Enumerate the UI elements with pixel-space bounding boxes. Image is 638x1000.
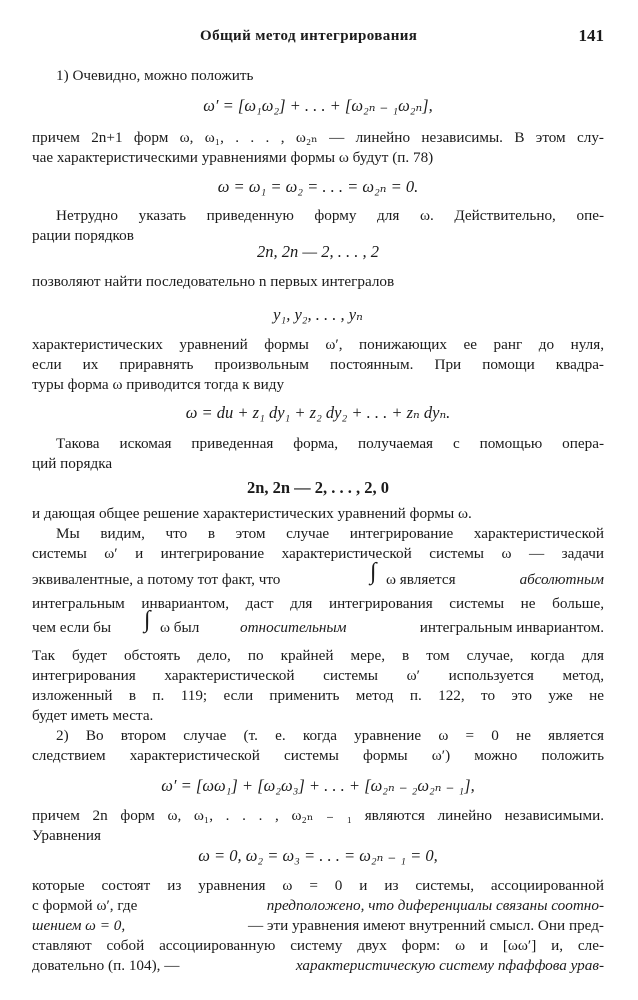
text-line-38-start: довательно (п. 104), — — [32, 957, 180, 974]
text-line-23 — [32, 607, 604, 640]
text-line-23-end: интегральным инвариантом. — [419, 619, 604, 636]
text-line-4: чае характеристическими уравнениями формы ω будут (п. 78) — [32, 149, 434, 166]
text-line-20: системы ω′ и интегрирование характеристической системы ω — задачи — [32, 545, 604, 562]
formula-orders-2: 2n, 2n — 2, . . . , 2, 0 — [246, 478, 390, 497]
formula-omega-prime-2: ω′ = [ωω₁] + [ω₂ω₃] + . . . + [ω₂ₙ ₋ ₂ω₂ₙ ₋ ₁], — [161, 776, 475, 795]
integral-sign-1: ∫ — [370, 559, 377, 585]
text-line-3: причем 2n+1 форм ω, ω₁, . . . , ω₂ₙ — линейно независимы. В этом слу- — [32, 129, 604, 146]
text-line-18: и дающая общее решение характеристических уравнений формы ω. — [32, 505, 472, 522]
text-line-21-start: эквивалентные, а потому тот факт, что — [32, 571, 281, 588]
text-line-31: причем 2n форм ω, ω₁, . . . , ω₂ₙ ₋ ₁ являются линейно независимыми. — [32, 807, 604, 824]
text-line-24: Так будет обстоять дело, по крайней мере, в том случае, когда для — [32, 647, 604, 664]
text-line-16: ций порядка — [32, 455, 113, 472]
text-line-6: Нетрудно указать приведенную форму для ω. Действительно, опе- — [56, 207, 604, 224]
formula-orders-1: 2n, 2n — 2, . . . , 2 — [257, 242, 379, 261]
text-line-22: интегральным инвариантом, даст для интегрирования системы не больше, — [32, 595, 604, 612]
text-line-25: интегрирования характеристической системы ω′ используется метод, — [32, 667, 604, 684]
text-line-15: Такова искомая приведенная форма, получаемая с помощью опера- — [56, 435, 604, 452]
formula-integrals: y₁, y₂, . . . , yₙ — [273, 305, 363, 324]
text-line-27: будет иметь места. — [32, 707, 154, 724]
text-line-29: следствием характеристической системы формы ω′) можно положить — [32, 747, 604, 764]
running-title: Общий метод интегрирования — [200, 28, 418, 44]
text-line-23-start: чем если бы — [32, 619, 112, 636]
text-line-12: если их приравнять произвольным постоянным. При помощи квадра- — [32, 356, 604, 373]
term-absolute: абсолютным — [519, 571, 604, 588]
text-line-26: изложенный в п. 119; если применить метод п. 122, то это уже не — [32, 687, 604, 704]
page-header — [56, 26, 604, 50]
text-line-9: позволяют найти последовательно n первых интегралов — [32, 273, 395, 290]
integral-sign-2: ∫ — [144, 607, 151, 633]
formula-omega-prime-1: ω′ = [ω₁ω₂] + . . . + [ω₂ₙ ₋ ₁ω₂ₙ], — [203, 96, 433, 115]
formula-reduced-form: ω = du + z₁ dy₁ + z₂ dy₂ + . . . + zₙ dyₙ. — [185, 403, 451, 422]
term-relative: относительным — [240, 619, 347, 636]
text-line-36-italic: шением ω = 0, — [32, 917, 126, 934]
text-line-32: Уравнения — [32, 827, 102, 844]
text-line-36-end: — эти уравнения имеют внутренний смысл. Они пред- — [247, 917, 604, 934]
text-line-37: ставляют собой ассоциированную систему двух форм: ω и [ωω′] и, сле- — [32, 937, 604, 954]
text-line-21 — [32, 559, 604, 592]
text-line-34: которые состоят из уравнения ω = 0 и из системы, ассоциированной — [32, 877, 604, 894]
text-line-13: туры форма ω приводится тогда к виду — [32, 376, 285, 393]
text-line-11: характеристических уравнений формы ω′, понижающих ее ранг до нуля, — [32, 336, 604, 353]
text-line-19: Мы видим, что в этом случае интегрирование характеристической — [56, 525, 604, 542]
text-line-28: 2) Во втором случае (т. е. когда уравнение ω = 0 не является — [56, 727, 604, 744]
formula-characteristic-equations: ω = ω₁ = ω₂ = . . . = ω₂ₙ = 0. — [217, 177, 419, 196]
text-line-35-start: с формой ω′, где — [32, 897, 138, 914]
text-line-35-italic: предположено, что диференциалы связаны соотно- — [266, 897, 604, 914]
text-line-23-mid: ω был — [160, 619, 200, 636]
text-line-38-italic: характеристическую систему пфаффова урав- — [295, 957, 604, 974]
text-line-7: рации порядков — [32, 227, 134, 244]
page-number: 141 — [578, 26, 604, 45]
text-line-21-mid: ω является — [386, 571, 456, 588]
text-line-1: 1) Очевидно, можно положить — [56, 67, 254, 84]
formula-associated-system: ω = 0, ω₂ = ω₃ = . . . = ω₂ₙ ₋ ₁ = 0, — [198, 846, 438, 865]
